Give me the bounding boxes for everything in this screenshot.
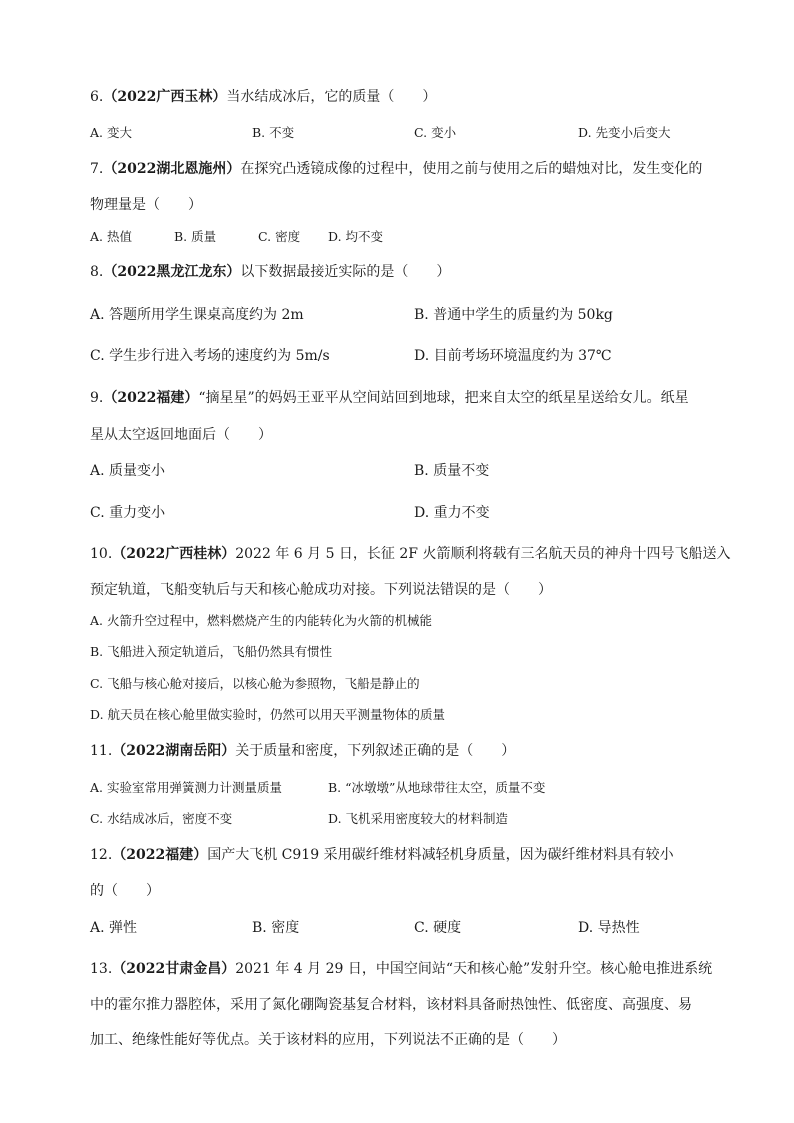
option-c: C. 变小 [414,125,457,140]
question-text: 当水结成冰后，它的质量（ ） [226,89,437,105]
option-d: D. 目前考场环境温度约为 37℃ [414,348,612,364]
question-7-line-2: 物理量是（ ） [90,197,202,213]
question-source: （2022广西玉林） [103,89,227,105]
option-c: C. 飞船与核心舱对接后，以核心舱为参照物，飞船是静止的 [90,676,420,691]
question-10 [90,545,731,563]
option-d: D. 均不变 [328,229,384,244]
option-b: B. 质量不变 [414,463,490,479]
question-13-line-3: 加工、绝缘性能好等优点。关于该材料的应用，下列说法不正确的是（ ） [90,1032,566,1048]
question-9-line-2: 星从太空返回地面后（ ） [90,427,272,443]
option-c: C. 硬度 [414,920,462,936]
option-d: D. 飞机采用密度较大的材料制造 [328,811,509,826]
question-text: 2022 年 6 月 5 日，长征 2F 火箭顺利将载有三名航天员的神舟十四号飞船送入 [235,546,731,562]
option-d: D. 先变小后变大 [578,125,671,140]
question-13 [90,960,713,978]
question-6 [90,88,710,106]
question-12 [90,846,710,864]
question-text: 关于质量和密度，下列叙述正确的是（ ） [235,743,516,759]
question-number: 6. [90,89,104,105]
option-a: A. 火箭升空过程中，燃料燃烧产生的内能转化为火箭的机械能 [90,613,432,628]
question-number: 10. [90,546,113,562]
question-source: （2022甘肃金昌） [112,961,236,977]
question-number: 9. [90,390,104,406]
option-a: A. 实验室常用弹簧测力计测量质量 [90,780,282,795]
question-source: （2022福建） [112,847,208,863]
option-d: D. 重力不变 [414,505,490,521]
question-number: 12. [90,847,113,863]
question-source: （2022广西桂林） [112,546,236,562]
question-number: 8. [90,264,104,280]
question-number: 7. [90,161,104,177]
option-c: C. 密度 [258,229,301,244]
question-13-line-2: 中的霍尔推力器腔体，采用了氮化硼陶瓷基复合材料，该材料具备耐热蚀性、低密度、高强度、易 [90,997,692,1013]
option-b: B. 质量 [174,229,217,244]
option-c: C. 水结成冰后，密度不变 [90,811,233,826]
option-b: B. 密度 [252,920,300,936]
question-9 [90,389,710,407]
option-b: B. 飞船进入预定轨道后，飞船仍然具有惯性 [90,644,333,659]
option-a: A. 变大 [90,125,132,140]
question-11 [90,742,710,760]
option-d: D. 航天员在核心舱里做实验时，仍然可以用天平测量物体的质量 [90,707,446,722]
question-number: 13. [90,961,113,977]
option-b: B. 普通中学生的质量约为 50kg [414,307,613,323]
question-number: 11. [90,743,113,759]
option-c: C. 重力变小 [90,505,166,521]
question-text: 以下数据最接近实际的是（ ） [240,264,451,280]
question-text: 国产大飞机 C919 采用碳纤维材料减轻机身质量，因为碳纤维材料具有较小 [207,847,674,863]
question-source: （2022湖南岳阳） [112,743,236,759]
option-c: C. 学生步行进入考场的速度约为 5m/s [90,348,330,364]
option-a: A. 质量变小 [90,463,166,479]
option-d: D. 导热性 [578,920,640,936]
question-8 [90,263,710,281]
question-source: （2022湖北恩施州） [103,161,241,177]
question-text: 2021 年 4 月 29 日，中国空间站“天和核心舱”发射升空。核心舱电推进系统 [235,961,713,977]
option-a: A. 答题所用学生课桌高度约为 2m [90,307,304,323]
question-source: （2022黑龙江龙东） [103,264,241,280]
option-a: A. 热值 [90,229,132,244]
option-b: B. “冰墩墩”从地球带往太空，质量不变 [328,780,546,795]
question-text: 在探究凸透镜成像的过程中，使用之前与使用之后的蜡烛对比，发生变化的 [240,161,703,177]
question-7 [90,160,710,178]
option-a: A. 弹性 [90,920,138,936]
question-12-line-2: 的（ ） [90,883,160,899]
question-source: （2022福建） [103,390,199,406]
question-text: “摘星星”的妈妈王亚平从空间站回到地球，把来自太空的纸星星送给女儿。纸星 [198,390,689,406]
option-b: B. 不变 [252,125,295,140]
question-10-line-2: 预定轨道，飞船变轨后与天和核心舱成功对接。下列说法错误的是（ ） [90,582,552,598]
